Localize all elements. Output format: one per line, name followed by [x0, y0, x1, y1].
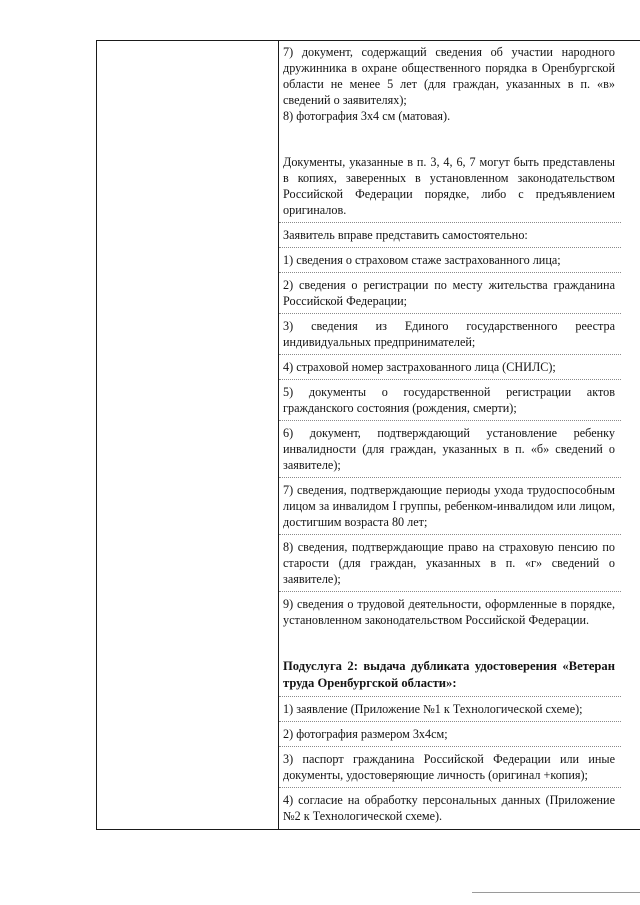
list-item: 8) сведения, подтверждающие право на страховую пенсию по старости (для граждан, указанных в п. «г» сведений о заявителе); [283, 540, 615, 586]
list-item: 2) сведения о регистрации по месту жительства гражданина Российской Федерации; [283, 278, 615, 308]
list-item: 3) паспорт гражданина Российской Федерации или иные документы, удостоверяющие личность (оригинал +копия); [283, 752, 615, 782]
dotted-separator [279, 746, 621, 747]
list-item: 9) сведения о трудовой деятельности, оформленные в порядке, установленном законодательством Российской Федерации. [283, 597, 615, 627]
dotted-separator [279, 379, 621, 380]
list-item: 8) фотография 3х4 см (матовая). [283, 109, 451, 123]
list-item: 7) документ, содержащий сведения об участии народного дружинника в охране общественного порядка в Оренбургской области не менее 5 лет (для граждан, указанных в п. «в» сведений о заявителях); [283, 45, 615, 107]
dotted-separator [279, 222, 621, 223]
left-cell-empty [97, 41, 277, 829]
dotted-separator [279, 247, 621, 248]
dotted-separator [279, 721, 621, 722]
self-intro: Заявитель вправе представить самостоятельно: [283, 228, 528, 242]
list-item: 3) сведения из Единого государственного реестра индивидуальных предпринимателей; [283, 319, 615, 349]
list-item: 5) документы о государственной регистрации актов гражданского состояния (рождения, смерти); [283, 385, 615, 415]
dotted-separator [279, 272, 621, 273]
right-cell-content [283, 44, 615, 824]
copies-note: Документы, указанные в п. 3, 4, 6, 7 могут быть представлены в копиях, заверенных в установленном законодательством Российской Федерации порядке, либо с предъявлением оригиналов. [283, 155, 615, 217]
dotted-separator [279, 787, 621, 788]
dotted-separator [279, 591, 621, 592]
list-item: 6) документ, подтверждающий установление ребенку инвалидности (для граждан, указанных в п. «б» сведений о заявителе); [283, 426, 615, 472]
list-item: 1) заявление (Приложение №1 к Технологической схеме); [283, 702, 583, 716]
list-item: 4) согласие на обработку персональных данных (Приложение №2 к Технологической схеме). [283, 793, 615, 823]
list-item: 1) сведения о страховом стаже застрахованного лица; [283, 253, 561, 267]
dotted-separator [279, 420, 621, 421]
dotted-separator [279, 313, 621, 314]
list-item: 2) фотография размером 3х4см; [283, 727, 448, 741]
dotted-separator [279, 354, 621, 355]
footer-rule [472, 892, 640, 893]
list-item: 4) страховой номер застрахованного лица (СНИЛС); [283, 360, 556, 374]
dotted-separator [279, 534, 621, 535]
dotted-separator [279, 696, 621, 697]
column-divider [278, 40, 279, 830]
subservice-title: Подуслуга 2: выдача дубликата удостоверения «Ветеран труда Оренбургской области»: [283, 659, 615, 690]
list-item: 7) сведения, подтверждающие периоды ухода трудоспособным лицом за инвалидом I группы, ребенком-инвалидом или лицом, достигшим возраста 80 лет; [283, 483, 615, 529]
dotted-separator [279, 477, 621, 478]
